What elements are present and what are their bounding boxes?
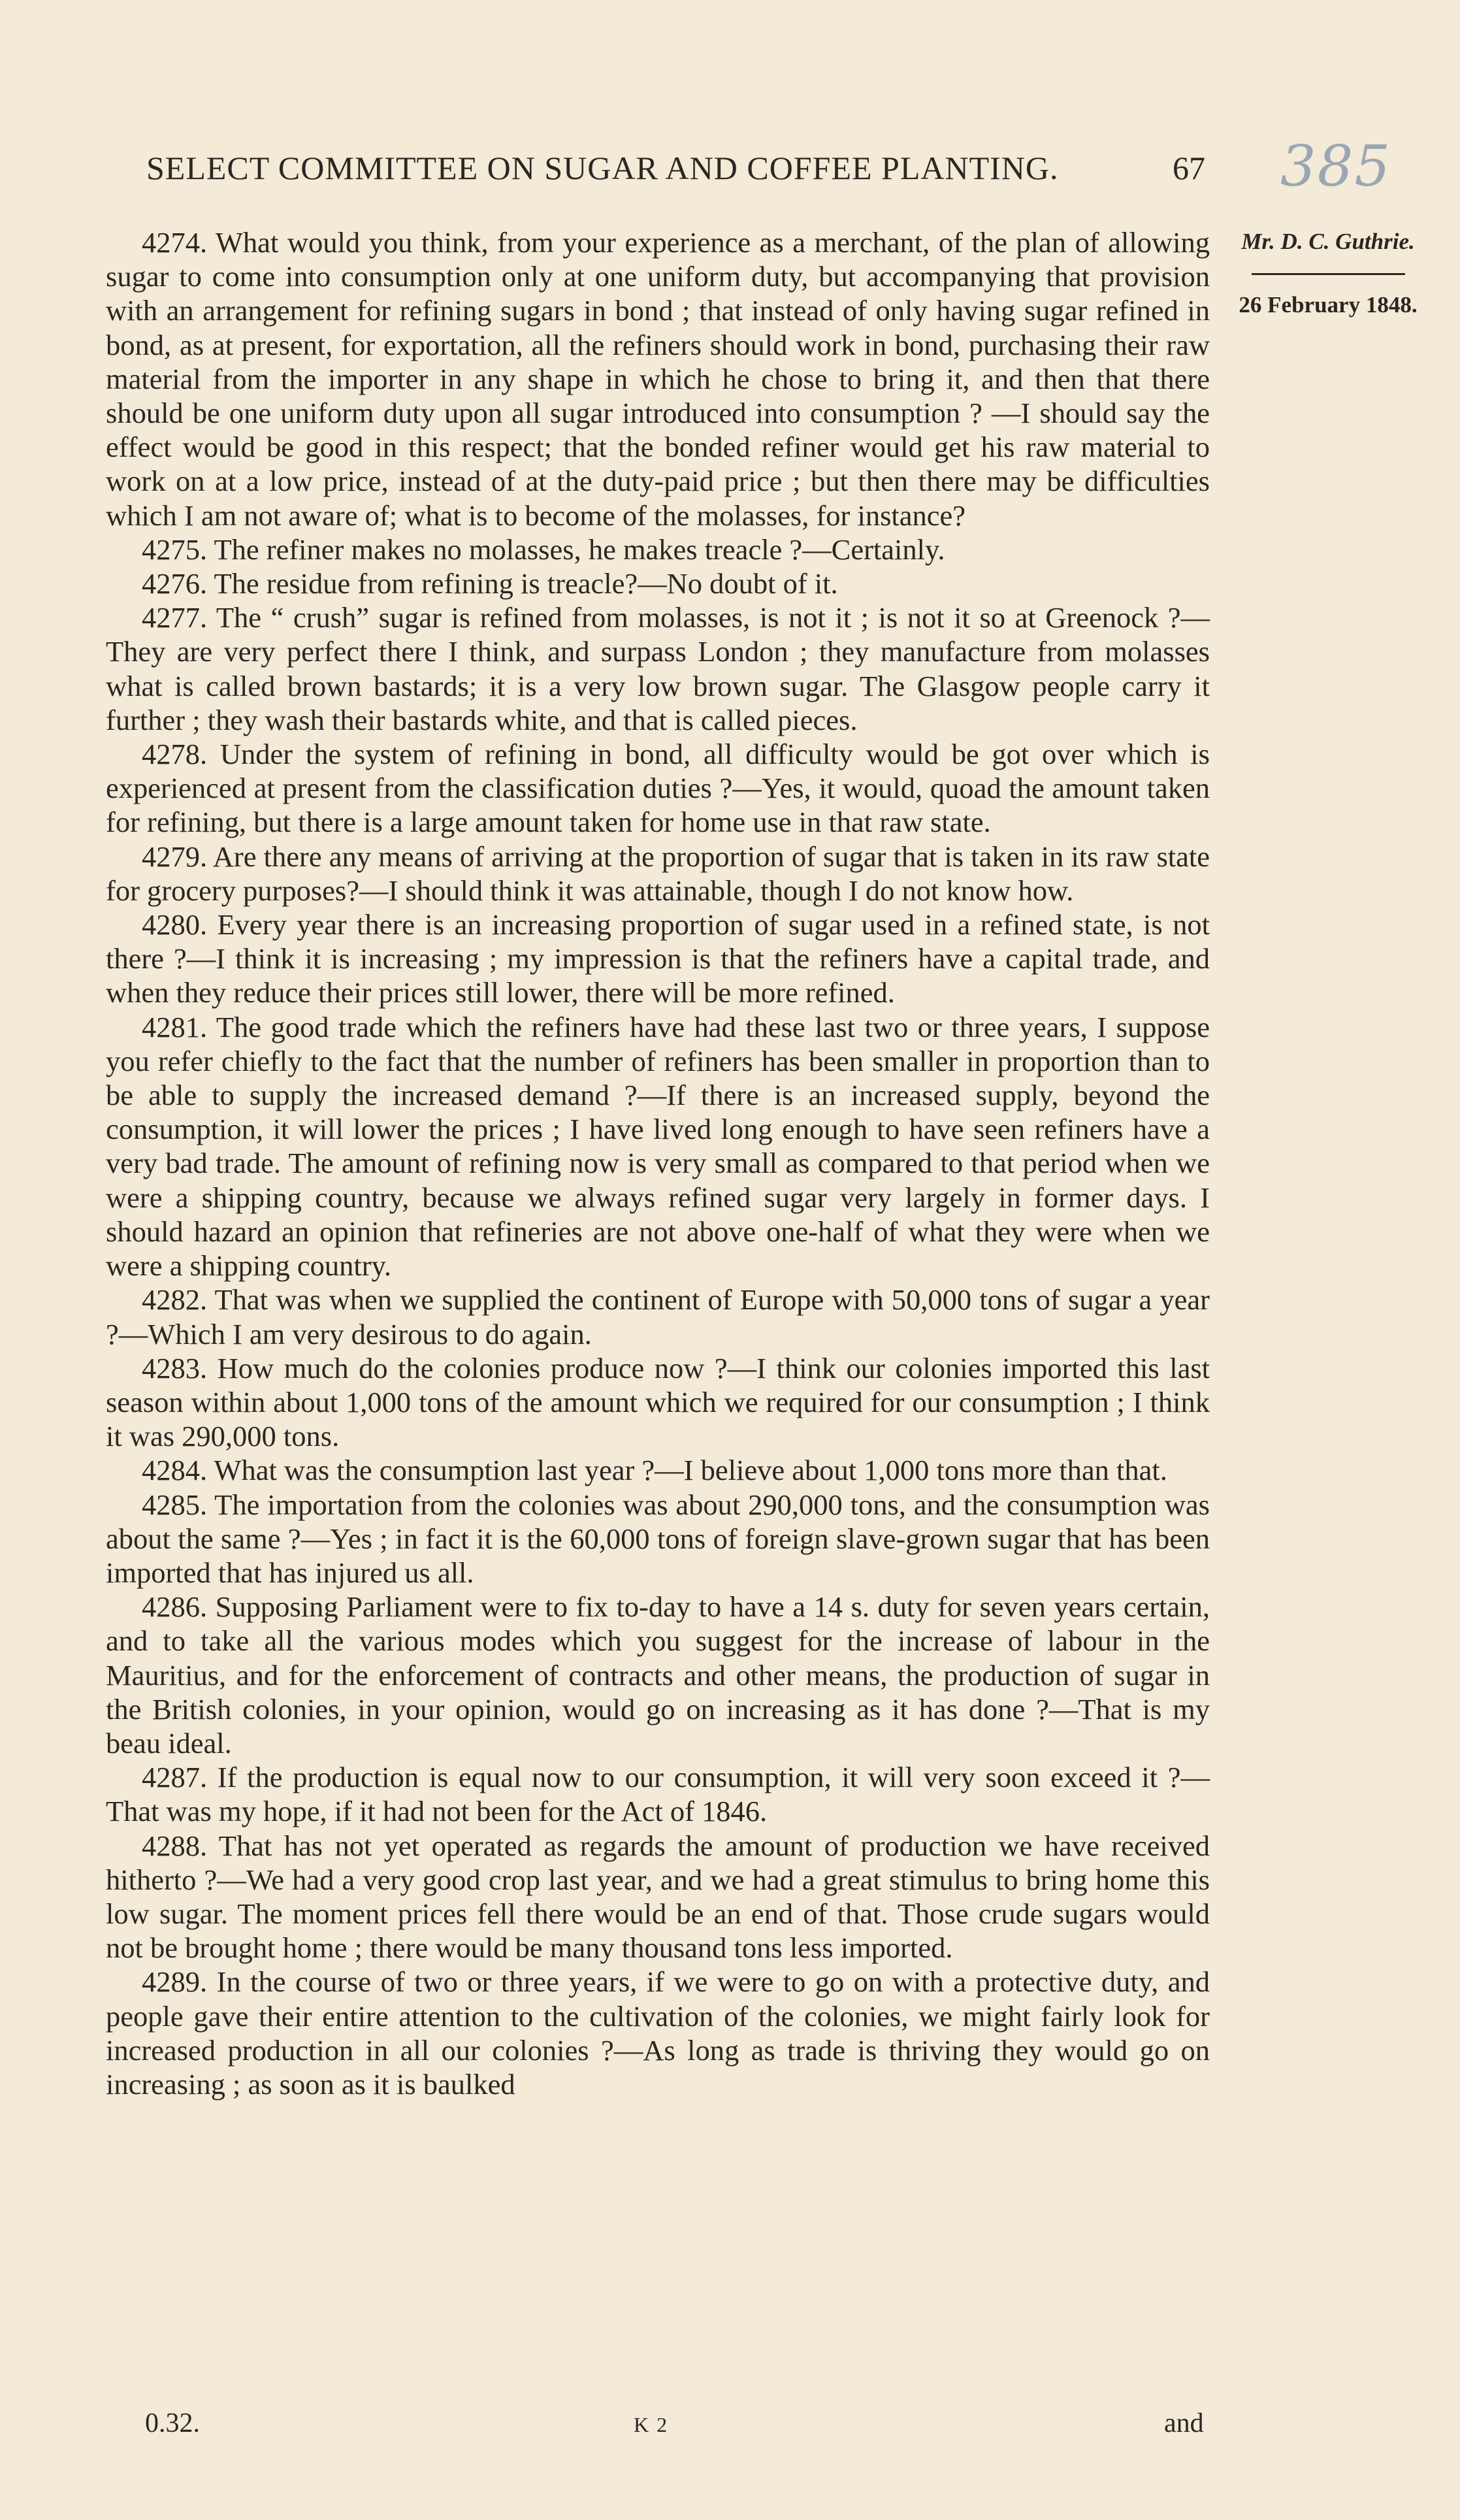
question-4289: 4289. In the course of two or three years, if we were to go on with a protective duty, and people gave their entire attention to the cultivation of the colonies, we might fairly look for increased production in all our colonies ?—As long as trade is thriving they would go on increasing ; as soon as it is baulked [106, 1965, 1210, 2101]
question-4276: 4276. The residue from refining is treacle?—No doubt of it. [142, 567, 838, 600]
question-4274: 4274. What would you think, from your experience as a merchant, of the plan of allowing sugar to come into consumption only at one uniform duty, but accompanying that provision with an arrangement for refining sugars in bond ; that instead of only having sugar refined in bond, as at present, for exportation, all the refiners should work in bond, purchasing their raw material from the importer in any shape in which he chose to bring it, and then that there should be one uniform duty upon all sugar introduced into consumption ? —I should say the effect would be good in this respect; that the bonded refiner would get his raw material to work on at a low price, instead of at the duty-paid price ; but then there may be difficulties which I am not aware of; what is to become of the molasses, for instance? [106, 226, 1210, 532]
handwritten-folio-number: 385 [1280, 134, 1392, 199]
running-head: SELECT COMMITTEE ON SUGAR AND COFFEE PLANTING. [146, 150, 1059, 186]
page-number: 67 [1173, 150, 1205, 186]
question-4283: 4283. How much do the colonies produce now ?—I think our colonies imported this last season within about 1,000 tons of the amount which we required for our consumption ; I think it was 290,000 tons. [106, 1351, 1210, 1453]
catchword: and [1164, 2408, 1204, 2438]
question-4287: 4287. If the production is equal now to our consumption, it will very soon exceed it ?—That was my hope, if it had not been for the Act of 1846. [106, 1761, 1210, 1828]
question-4275: 4275. The refiner makes no molasses, he makes treacle ?—Certainly. [142, 532, 945, 566]
question-4286: 4286. Supposing Parliament were to fix to-day to have a 14 s. duty for seven years certain, and to take all the various modes which you suggest for the increase of labour in the Mauritius, and for the enforcement of contracts and other means, the production of sugar in the British colonies, in your opinion, would go on increasing as it has done ?—That is my beau ideal. [106, 1590, 1210, 1759]
question-4282: 4282. That was when we supplied the continent of Europe with 50,000 tons of sugar a year ?—Which I am very desirous to do again. [106, 1283, 1210, 1350]
question-4277: 4277. The “ crush” sugar is refined from molasses, is not it ; is not it so at Greenock ?—They are very perfect there I think, and surpass London ; they manufacture from molasses what is called brown bastards; it is a very low brown sugar. The Glasgow people carry it further ; they wash their bastards white, and that is called pieces. [106, 601, 1210, 736]
signature-mark: K 2 [634, 2413, 669, 2436]
question-4279: 4279. Are there any means of arriving at the proportion of sugar that is taken in its raw state for grocery purposes?—I should think it was attainable, though I do not know how. [106, 840, 1210, 907]
question-4288: 4288. That has not yet operated as regards the amount of production we have received hitherto ?—We had a very good crop last year, and we had a great stimulus to bring home this low sugar. The moment prices fell there would be an end of that. Those crude sugars would not be brought home ; there would be many thousand tons less imported. [106, 1829, 1210, 1965]
footer-reference: 0.32. [145, 2408, 200, 2438]
question-4284: 4284. What was the consumption last year ?—I believe about 1,000 tons more than that. [142, 1454, 1167, 1487]
question-4280: 4280. Every year there is an increasing proportion of sugar used in a refined state, is not there ?—I think it is increasing ; my impression is that the refiners have a capital trade, and when they reduce their prices still lower, there will be more refined. [106, 908, 1210, 1009]
question-4285: 4285. The importation from the colonies was about 290,000 tons, and the consumption was about the same ?—Yes ; in fact it is the 60,000 tons of foreign slave-grown sugar that has been imported that has injured us all. [106, 1488, 1210, 1589]
margin-note [1220, 229, 1436, 318]
margin-rule [1252, 273, 1405, 275]
question-4281: 4281. The good trade which the refiners have had these last two or three years, I suppose you refer chiefly to the fact that the number of refiners has been smaller in proportion than to be able to supply the increased demand ?—If there is an increased supply, beyond the consumption, it will lower the prices ; I have lived long enough to have seen refiners have a very bad trade. The amount of refining now is very small as compared to that period when we were a shipping country, because we always refined sugar very largely in former days. I should hazard an opinion that refineries are not above one-half of what they were when we were a shipping country. [106, 1010, 1210, 1283]
question-4278: 4278. Under the system of refining in bond, all difficulty would be got over which is experienced at present from the classification duties ?—Yes, it would, quoad the amount taken for refining, but there is a large amount taken for home use in that raw state. [106, 738, 1210, 839]
session-date: 26 February 1848. [1239, 292, 1418, 318]
witness-name: Mr. D. C. Guthrie. [1241, 229, 1415, 254]
testimony-body [106, 225, 1210, 2101]
